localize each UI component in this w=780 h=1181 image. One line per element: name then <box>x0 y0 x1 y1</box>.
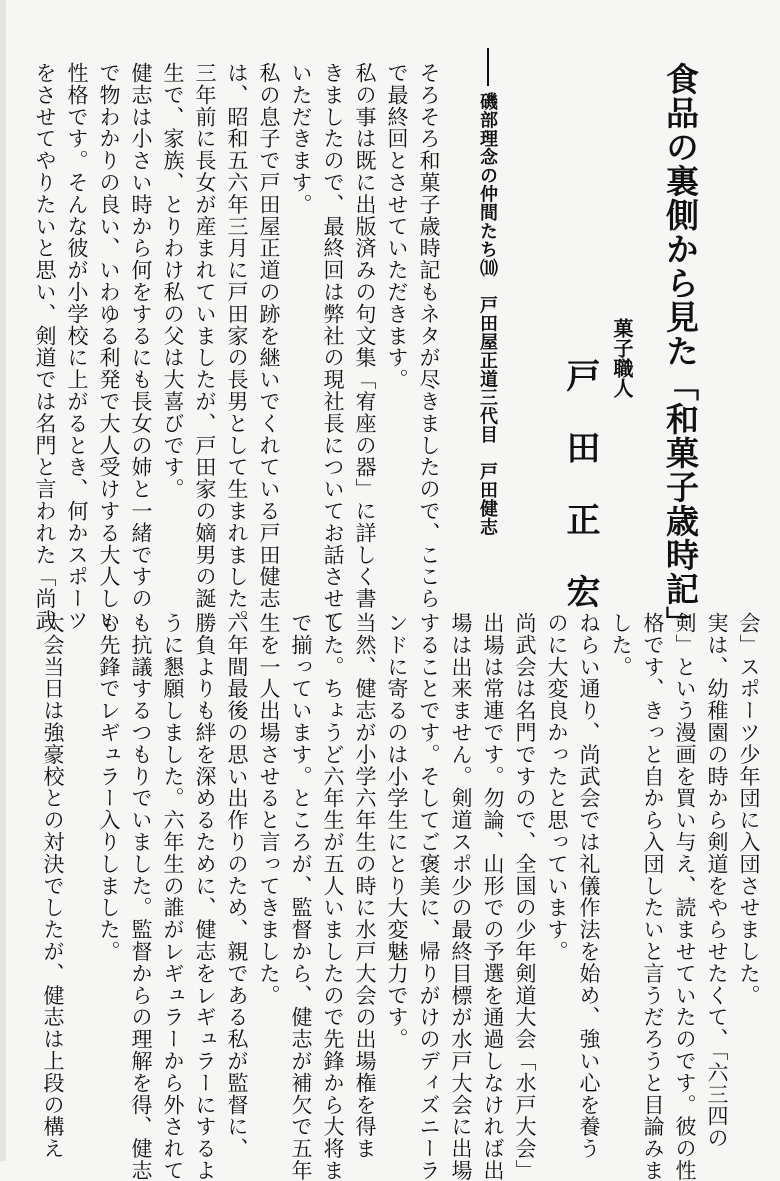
body-column: 三年前に長女が産まれていましたが、戸田家の嫡男の誕 <box>193 62 217 610</box>
body-column: 六年間最後の思い出作りのため、親である私が監督に、 <box>225 612 249 1160</box>
body-column: で揃っています。ところが、監督から、健志が補欠で五年 <box>289 612 313 1181</box>
body-column: 出場は常連です。勿論、山形での予選を通過しなければ出 <box>481 612 505 1181</box>
body-column: 勝負よりも絆を深めるために、健志をレギュラーにするよ <box>193 612 217 1181</box>
body-column: ねらい通り、尚武会では礼儀作法を始め、強い心を養う <box>577 612 601 1160</box>
body-column: で物わかりの良い、いわゆる利発で大人受けする大人しい <box>97 62 121 632</box>
body-column: 剣」という漫画を買い与え、読ませていたのです。彼の性 <box>673 612 697 1181</box>
body-column: した。 <box>609 612 633 678</box>
body-column: ンドに寄るのは小学生にとり大変魅力です。 <box>385 612 409 1050</box>
body-column: することです。そしてご褒美に、帰りがけのディズニーラ <box>417 612 441 1181</box>
body-column: 尚武会は名門ですので、全国の少年剣道大会「水戸大会」 <box>513 612 537 1181</box>
body-column: 生で、家族、とりわけ私の父は大喜びです。 <box>161 62 185 500</box>
body-column: 私の事は既に出版済みの句文集「宥座の器」に詳しく書 <box>353 62 377 610</box>
body-column: で最終回とさせていただきます。 <box>385 62 409 391</box>
article-title: 食品の裏側から見た「和菓子歳時記」 <box>661 62 700 640</box>
body-column: きましたので、最終回は弊社の現社長についてお話させて <box>321 62 345 632</box>
series-heading: 磯部理念の仲間たち⑽ 戸田屋正道三代目 戸田健志 <box>477 92 498 536</box>
body-column: うに懇願しました。六年生の誰がレギュラーから外されて <box>161 612 185 1181</box>
body-column: いただきます。 <box>289 62 313 216</box>
body-column: した。ちょうど六年生が五人いましたので先鋒から大将ま <box>321 612 345 1181</box>
body-column: 私の息子で戸田屋正道の跡を継いでくれている戸田健志 <box>257 62 281 610</box>
body-column: 実は、幼稚園の時から剣道をやらせたくて、「六三四の <box>705 612 729 1149</box>
author-name: 戸田正宏 <box>560 358 600 646</box>
body-column: そろそろ和菓子歳時記もネタが尽きましたので、ここら <box>417 62 441 610</box>
body-column: 会」スポーツ少年団に入団させました。 <box>737 612 761 1007</box>
body-column: 格です、きっと自から入団したいと言うだろうと目論みま <box>641 612 665 1181</box>
body-column: 生を一人出場させると言ってきました。 <box>257 612 281 1007</box>
page-edge <box>0 0 6 1161</box>
body-column: 場は出来ません。剣道スポ少の最終目標が水戸大会に出場 <box>449 612 473 1181</box>
author-role: 菓子職人 <box>610 318 634 398</box>
body-column: 当然、健志が小学六年生の時に水戸大会の出場権を得ま <box>353 612 377 1160</box>
body-column: も抗議するつもりでいました。監督からの理解を得、健志 <box>129 612 153 1181</box>
body-column: のに大変良かったと思っています。 <box>545 612 569 963</box>
series-rule <box>487 48 489 86</box>
body-column: をさせてやりたいと思い、剣道では名門と言われた「尚武 <box>33 62 57 632</box>
body-column: 大会当日は強豪校との対決でしたが、健志は上段の構え <box>41 612 65 1160</box>
body-column: は、昭和五六年三月に戸田家の長男として生まれました。 <box>225 62 249 632</box>
body-column: 健志は小さい時から何をするにも長女の姉と一緒ですの <box>129 62 153 610</box>
body-column: 性格です。そんな彼が小学校に上がるとき、何かスポーツ <box>65 62 89 632</box>
body-column: も先鋒でレギュラー入りしました。 <box>97 612 121 963</box>
